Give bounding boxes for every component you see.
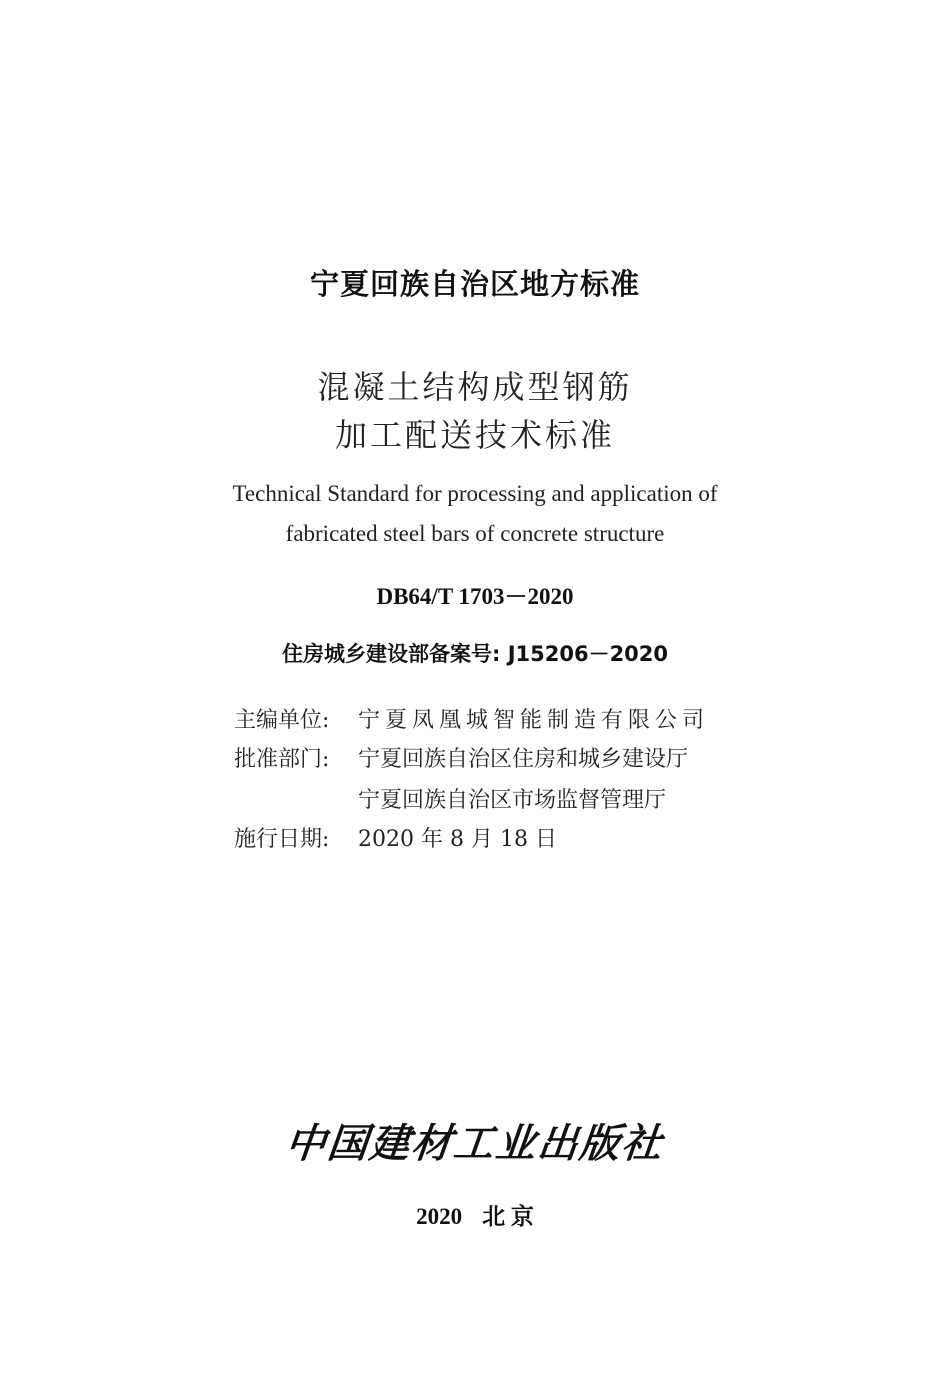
title-en-line2: fabricated steel bars of concrete structure <box>285 521 665 546</box>
approver-label: 批准部门: <box>234 747 330 772</box>
editor-value: 宁夏凤凰城智能制造有限公司 <box>358 708 710 733</box>
title-cn-line1: 混凝土结构成型钢筋 <box>317 368 633 406</box>
effective-date-row <box>234 822 557 853</box>
approver-value-1: 宁夏回族自治区住房和城乡建设厅 <box>358 747 689 772</box>
publication-line <box>0 1198 950 1231</box>
editor-label: 主编单位: <box>234 708 330 733</box>
approver-value-2: 宁夏回族自治区市场监督管理厅 <box>358 788 667 813</box>
series-title: 宁夏回族自治区地方标准 <box>309 267 640 301</box>
title-en-line1: Technical Standard for processing and application of <box>232 481 718 506</box>
filing-number: 住房城乡建设部备案号: J15206－2020 <box>281 642 669 666</box>
effective-value: 2020 年 8 月 18 日 <box>358 827 557 852</box>
publication-year: 2020 <box>416 1204 463 1229</box>
approver-row <box>234 742 688 773</box>
editor-row <box>234 703 709 734</box>
title-cn-line2: 加工配送技术标准 <box>334 416 615 454</box>
standard-code: DB64/T 1703－2020 <box>376 584 574 609</box>
publisher-logo: 中国建材工业出版社 <box>283 1120 667 1167</box>
effective-label: 施行日期: <box>234 827 330 852</box>
publication-city: 北 京 <box>482 1204 534 1229</box>
approver-row-2 <box>234 783 666 814</box>
